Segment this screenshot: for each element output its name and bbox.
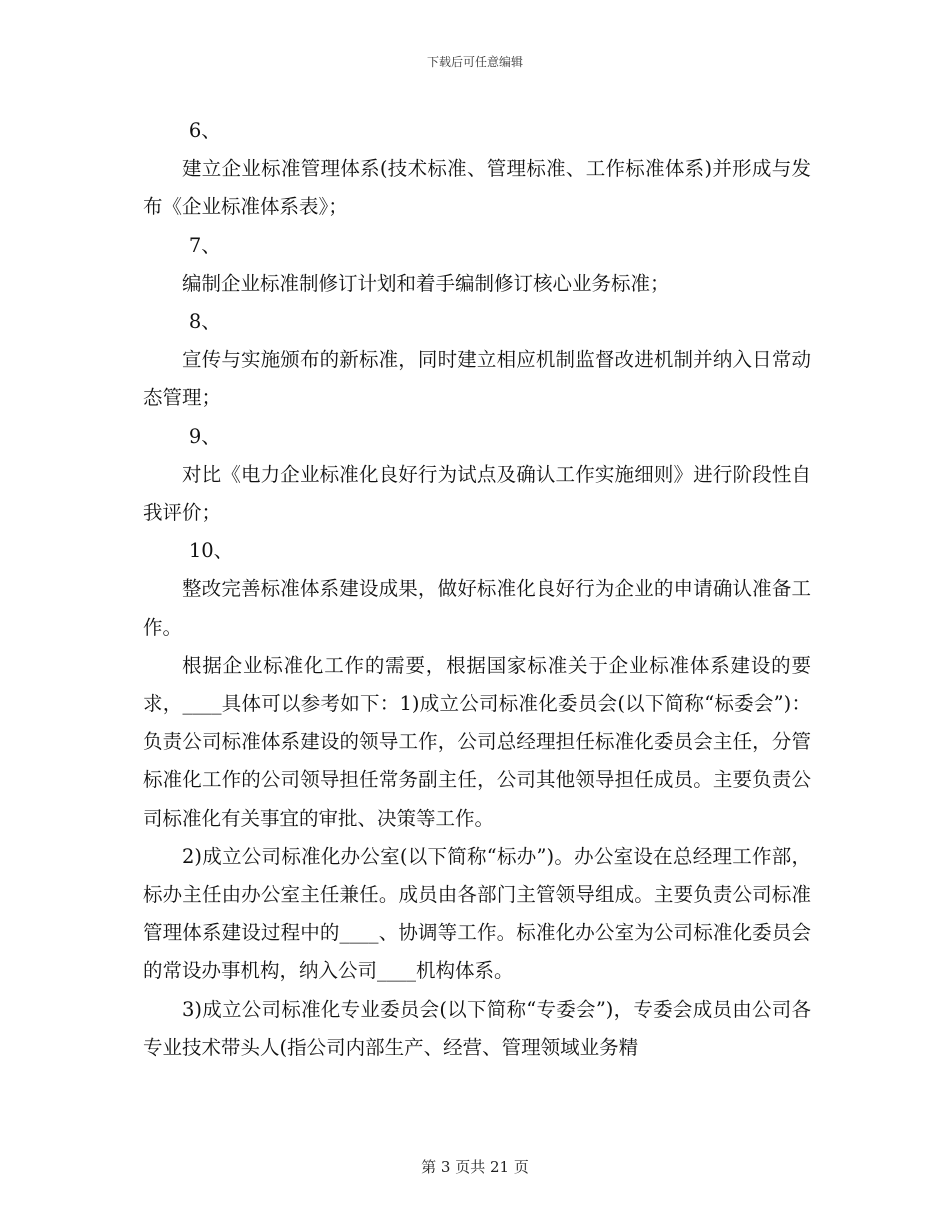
item-number: 9、: [188, 424, 221, 448]
paragraph: 对比《电力企业标准化良好行为试点及确认工作实施细则》进行阶段性自我评价；: [143, 462, 811, 525]
paragraph: 编制企业标准制修订计划和着手编制修订核心业务标准；: [182, 271, 670, 295]
item-number: 8、: [188, 310, 221, 334]
page-header-note: 下载后可任意编辑: [426, 55, 523, 69]
paragraph: 宣传与实施颁布的新标准，同时建立相应机制监督改进机制并纳入日常动态管理；: [143, 348, 811, 410]
document-body: [143, 112, 811, 1067]
item-number: 7、: [188, 233, 221, 257]
item-number: 6、: [188, 119, 221, 142]
paragraph: 3)成立公司标准化专业委员会(以下简称“专委会”)，专委会成员由公司各专业技术带头人(指公司内部生产、经营、管理领域业务精: [143, 997, 811, 1059]
paragraph: 根据企业标准化工作的需要，根据国家标准关于企业标准体系建设的要求，____具体可以参考如下：1)成立公司标准化委员会(以下简称“标委会”)：负责公司标准体系建设的领导工作，公司总经理担任标准化委员会主任，分管标准化工作的公司领导担任常务副主任，公司其他领导担任成员。主要负责公司标准化有关事宜的审批、决策等工作。: [143, 653, 811, 830]
page-number-footer: 第 3 页共 21 页: [421, 1158, 529, 1176]
paragraph: 整改完善标准体系建设成果，做好标准化良好行为企业的申请确认准备工作。: [143, 577, 811, 639]
paragraph: 建立企业标准管理体系(技术标准、管理标准、工作标准体系)并形成与发布《企业标准体系表》；: [143, 157, 811, 219]
paragraph: 2)成立公司标准化办公室(以下简称“标办”)。办公室设在总经理工作部，标办主任由办公室主任兼任。成员由各部门主管领导组成。主要负责公司标准管理体系建设过程中的____、协调等工作。标准化办公室为公司标准化委员会的常设办事机构，纳入公司____机构体系。: [143, 844, 811, 983]
item-number: 10、: [188, 539, 234, 563]
